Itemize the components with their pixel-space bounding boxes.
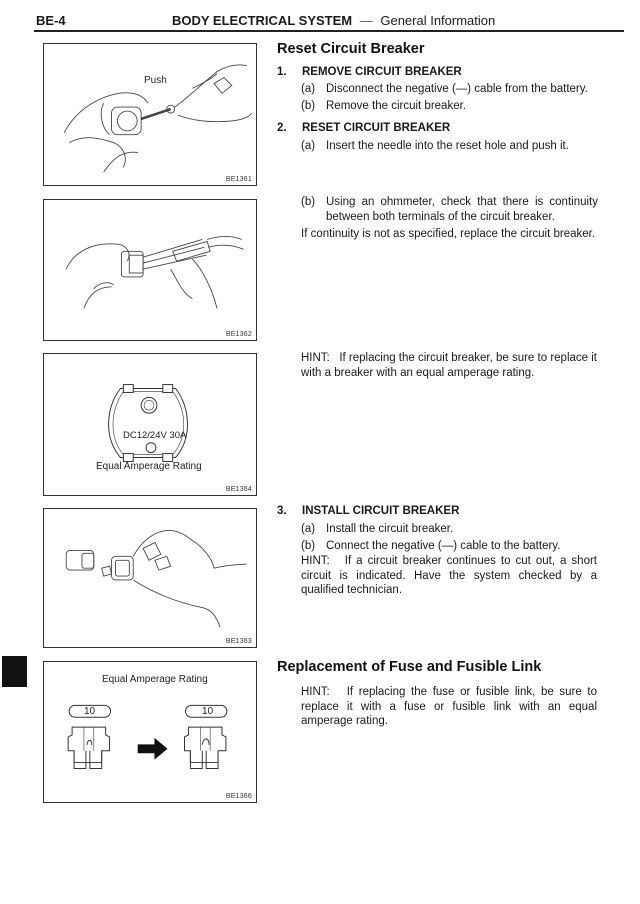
push-label: Push xyxy=(144,75,167,86)
sub-text: Install the circuit breaker. xyxy=(326,523,454,535)
step-number: 1. xyxy=(277,66,287,78)
step-number: 3. xyxy=(277,505,287,517)
sub-text: Connect the negative (—) cable to the battery. xyxy=(326,540,561,552)
step-title: RESET CIRCUIT BREAKER xyxy=(302,122,451,134)
breaker-rating-plate-text: DC12/24V 30A xyxy=(123,430,187,441)
sub-label: (a) xyxy=(301,140,316,152)
fuse-hint: HINT: If replacing the fuse or fusible link, be sure to replace it with a fuse or fusible link with an equal amperage rating. xyxy=(301,686,601,727)
figure-continuity-check xyxy=(43,199,257,341)
figure-code: BE1363 xyxy=(225,638,252,645)
hands-pushing-needle-illustration xyxy=(44,44,256,185)
equal-amperage-label: Equal Amperage Rating xyxy=(102,674,208,685)
circuit-breaker-plate-illustration xyxy=(44,354,256,495)
figure-breaker-rating xyxy=(43,353,257,496)
figure-reset-push xyxy=(43,43,257,186)
figure-code: BE1366 xyxy=(225,793,252,800)
sub-label: (b) xyxy=(301,196,316,208)
equal-amperage-label: Equal Amperage Rating xyxy=(96,461,202,472)
figure-code: BE1362 xyxy=(225,331,252,338)
installing-breaker-illustration xyxy=(44,509,256,647)
page-code: BE-4 xyxy=(36,13,66,28)
sub-text: Insert the needle into the reset hole and push it. xyxy=(326,140,569,152)
breaker-hint: HINT: If replacing the circuit breaker, be sure to replace it with a breaker with an equal amperage rating. xyxy=(301,352,601,379)
cut-out-hint: HINT: If a circuit breaker continues to cut out, a short circuit is indicated. Have the system checked by a qualified technician. xyxy=(301,555,601,596)
figure-code: BE1364 xyxy=(225,486,252,493)
sub-text: Remove the circuit breaker. xyxy=(326,100,466,112)
sub-text: Disconnect the negative (—) cable from the battery. xyxy=(326,83,588,95)
section-title-fuse-replacement: Replacement of Fuse and Fusible Link xyxy=(277,659,542,675)
fuse-rating-right: 10 xyxy=(202,706,214,717)
section-thumb-tab xyxy=(2,656,27,687)
page-header-title xyxy=(172,13,495,28)
figure-install-breaker xyxy=(43,508,257,648)
fuse-rating-left: 10 xyxy=(84,706,96,717)
continuity-note: If continuity is not as specified, replace the circuit breaker. xyxy=(301,228,596,240)
header-dash: — xyxy=(359,13,373,28)
section-name: BODY ELECTRICAL SYSTEM xyxy=(172,13,353,28)
sub-label: (a) xyxy=(301,83,316,95)
step-title: REMOVE CIRCUIT BREAKER xyxy=(302,66,462,78)
subsection-name: General Information xyxy=(380,13,496,28)
step-title: INSTALL CIRCUIT BREAKER xyxy=(302,505,460,517)
figure-code: BE1361 xyxy=(225,176,252,183)
sub-label: (a) xyxy=(301,523,316,535)
figure-fuse-replacement xyxy=(43,661,257,803)
sub-label: (b) xyxy=(301,100,316,112)
header-rule xyxy=(34,30,624,32)
sub-text: Using an ohmmeter, check that there is continuity between both terminals of the circuit breaker. xyxy=(326,196,598,223)
step-number: 2. xyxy=(277,122,287,134)
continuity-check-illustration xyxy=(44,200,256,340)
sub-label: (b) xyxy=(301,540,316,552)
section-title-reset-circuit-breaker: Reset Circuit Breaker xyxy=(277,41,425,57)
